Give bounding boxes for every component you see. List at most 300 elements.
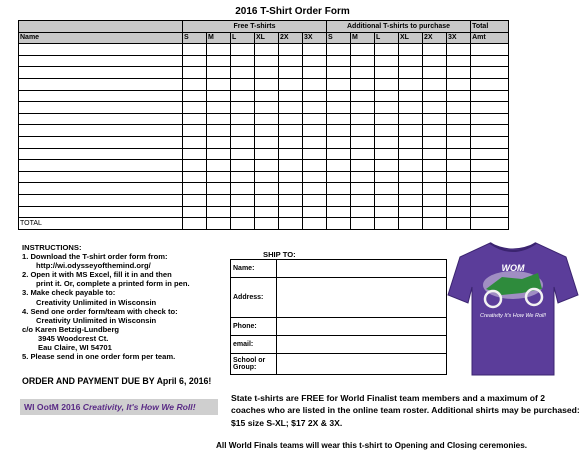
quantity-cell[interactable]	[375, 55, 399, 67]
quantity-cell[interactable]	[255, 113, 279, 125]
quantity-cell[interactable]	[375, 113, 399, 125]
quantity-cell[interactable]	[327, 136, 351, 148]
quantity-cell[interactable]	[423, 125, 447, 137]
name-cell[interactable]	[19, 67, 183, 79]
quantity-cell[interactable]	[327, 67, 351, 79]
quantity-cell[interactable]	[423, 194, 447, 206]
name-cell[interactable]	[19, 113, 183, 125]
quantity-cell[interactable]	[351, 148, 375, 160]
quantity-cell[interactable]	[447, 125, 471, 137]
quantity-cell[interactable]	[279, 55, 303, 67]
additional-size-header-xl: XL	[399, 32, 423, 44]
quantity-cell[interactable]	[351, 125, 375, 137]
quantity-cell[interactable]	[423, 55, 447, 67]
quantity-cell[interactable]	[255, 206, 279, 218]
quantity-cell[interactable]	[399, 90, 423, 102]
amount-cell[interactable]	[471, 125, 509, 137]
quantity-cell[interactable]	[399, 160, 423, 172]
quantity-cell[interactable]	[447, 171, 471, 183]
free-tshirts-header: Free T-shirts	[183, 21, 327, 33]
table-row	[19, 206, 509, 218]
ship-to-row	[231, 354, 447, 375]
additional-size-header-s: S	[327, 32, 351, 44]
quantity-cell[interactable]	[375, 90, 399, 102]
quantity-cell[interactable]	[183, 160, 207, 172]
quantity-cell[interactable]	[447, 78, 471, 90]
quantity-cell[interactable]	[303, 194, 327, 206]
quantity-cell[interactable]	[183, 55, 207, 67]
quantity-cell[interactable]	[303, 90, 327, 102]
quantity-cell[interactable]	[423, 102, 447, 114]
quantity-cell[interactable]	[207, 148, 231, 160]
quantity-cell[interactable]	[279, 136, 303, 148]
quantity-cell[interactable]	[231, 90, 255, 102]
quantity-cell[interactable]	[207, 113, 231, 125]
quantity-cell[interactable]	[351, 206, 375, 218]
quantity-cell[interactable]	[399, 218, 423, 230]
table-row	[19, 136, 509, 148]
quantity-cell[interactable]	[447, 194, 471, 206]
quantity-cell[interactable]	[351, 55, 375, 67]
quantity-cell[interactable]	[303, 183, 327, 195]
quantity-cell[interactable]	[183, 218, 207, 230]
quantity-cell[interactable]	[207, 44, 231, 56]
quantity-cell[interactable]	[327, 78, 351, 90]
due-date-notice: ORDER AND PAYMENT DUE BY April 6, 2016!	[22, 376, 212, 386]
banner-slogan: Creativity, It's How We Roll!	[82, 402, 196, 412]
quantity-cell[interactable]	[399, 125, 423, 137]
amount-cell[interactable]	[471, 160, 509, 172]
table-row	[19, 125, 509, 137]
quantity-cell[interactable]	[231, 218, 255, 230]
name-cell[interactable]	[19, 125, 183, 137]
free-size-header-l: L	[231, 32, 255, 44]
table-row	[19, 90, 509, 102]
quantity-cell[interactable]	[375, 44, 399, 56]
quantity-cell[interactable]	[183, 206, 207, 218]
ship-to-field-input[interactable]	[277, 278, 447, 318]
shirt-print-slogan: Creativity It's How We Roll!	[479, 313, 547, 319]
table-row	[19, 44, 509, 56]
quantity-cell[interactable]	[279, 148, 303, 160]
quantity-cell[interactable]	[303, 171, 327, 183]
name-cell[interactable]	[19, 102, 183, 114]
instruction-line: 3. Make check payable to:	[22, 288, 116, 298]
quantity-cell[interactable]	[231, 102, 255, 114]
ship-to-field-label: Address:	[231, 278, 277, 318]
name-cell[interactable]	[19, 55, 183, 67]
quantity-cell[interactable]	[255, 67, 279, 79]
quantity-cell[interactable]	[447, 102, 471, 114]
quantity-cell[interactable]	[327, 44, 351, 56]
amt-column-header: Amt	[471, 32, 509, 44]
quantity-cell[interactable]	[279, 102, 303, 114]
quantity-cell[interactable]	[423, 160, 447, 172]
quantity-cell[interactable]	[375, 125, 399, 137]
table-row	[19, 78, 509, 90]
quantity-cell[interactable]	[375, 102, 399, 114]
amount-cell[interactable]	[471, 102, 509, 114]
table-row	[19, 148, 509, 160]
blank-header-cell	[19, 21, 183, 33]
table-row	[19, 194, 509, 206]
quantity-cell[interactable]	[255, 171, 279, 183]
quantity-cell[interactable]	[279, 90, 303, 102]
quantity-cell[interactable]	[279, 44, 303, 56]
instructions	[22, 243, 222, 361]
quantity-cell[interactable]	[447, 183, 471, 195]
additional-size-header-3x: 3X	[447, 32, 471, 44]
quantity-cell[interactable]	[399, 44, 423, 56]
quantity-cell[interactable]	[255, 78, 279, 90]
quantity-cell[interactable]	[255, 218, 279, 230]
quantity-cell[interactable]	[207, 218, 231, 230]
header-row-sizes	[19, 32, 509, 44]
quantity-cell[interactable]	[375, 183, 399, 195]
ship-to-row	[231, 318, 447, 336]
quantity-cell[interactable]	[231, 171, 255, 183]
quantity-cell[interactable]	[399, 102, 423, 114]
quantity-cell[interactable]	[423, 67, 447, 79]
quantity-cell[interactable]	[327, 102, 351, 114]
quantity-cell[interactable]	[423, 148, 447, 160]
quantity-cell[interactable]	[399, 113, 423, 125]
quantity-cell[interactable]	[183, 194, 207, 206]
name-cell[interactable]	[19, 78, 183, 90]
instruction-line: 1. Download the T-shirt order form from:	[22, 252, 168, 262]
quantity-cell[interactable]	[255, 194, 279, 206]
quantity-cell[interactable]	[303, 113, 327, 125]
instruction-line: 4. Send one order form/team with check to:	[22, 306, 178, 316]
quantity-cell[interactable]	[279, 171, 303, 183]
table-row	[19, 171, 509, 183]
quantity-cell[interactable]	[447, 206, 471, 218]
quantity-cell[interactable]	[231, 183, 255, 195]
quantity-cell[interactable]	[183, 90, 207, 102]
additional-size-header-l: L	[375, 32, 399, 44]
quantity-cell[interactable]	[279, 194, 303, 206]
quantity-cell[interactable]	[375, 78, 399, 90]
order-table	[18, 20, 509, 230]
amount-cell[interactable]	[471, 55, 509, 67]
free-size-header-2x: 2X	[279, 32, 303, 44]
quantity-cell[interactable]	[375, 136, 399, 148]
ship-to-field-input[interactable]	[277, 336, 447, 354]
quantity-cell[interactable]	[255, 183, 279, 195]
additional-size-header-2x: 2X	[423, 32, 447, 44]
amount-cell[interactable]	[471, 183, 509, 195]
quantity-cell[interactable]	[351, 44, 375, 56]
quantity-cell[interactable]	[303, 148, 327, 160]
additional-tshirts-header: Additional T-shirts to purchase	[327, 21, 471, 33]
amount-cell[interactable]	[471, 44, 509, 56]
quantity-cell[interactable]	[327, 206, 351, 218]
instruction-line: 3945 Woodcrest Ct.	[38, 333, 109, 343]
name-cell[interactable]	[19, 160, 183, 172]
ship-to-table	[230, 259, 447, 375]
quantity-cell[interactable]	[327, 148, 351, 160]
quantity-cell[interactable]	[183, 44, 207, 56]
name-cell[interactable]	[19, 44, 183, 56]
quantity-cell[interactable]	[231, 67, 255, 79]
quantity-cell[interactable]	[207, 67, 231, 79]
quantity-cell[interactable]	[327, 171, 351, 183]
quantity-cell[interactable]	[183, 125, 207, 137]
quantity-cell[interactable]	[351, 113, 375, 125]
quantity-cell[interactable]	[231, 136, 255, 148]
amount-cell[interactable]	[471, 90, 509, 102]
quantity-cell[interactable]	[423, 183, 447, 195]
amount-cell[interactable]	[471, 67, 509, 79]
quantity-cell[interactable]	[375, 160, 399, 172]
name-cell[interactable]	[19, 183, 183, 195]
pricing-note: State t-shirts are FREE for World Finalist team members and a maximum of 2 coaches who are listed in the online team roster. Additional shirts may be purchased: $15 size S-XL; $17 2X & 3X.	[231, 393, 580, 428]
free-size-header-xl: XL	[255, 32, 279, 44]
table-row	[19, 55, 509, 67]
table-row	[19, 160, 509, 172]
quantity-cell[interactable]	[423, 78, 447, 90]
quantity-cell[interactable]	[303, 125, 327, 137]
quantity-cell[interactable]	[327, 55, 351, 67]
quantity-cell[interactable]	[327, 194, 351, 206]
quantity-cell[interactable]	[255, 136, 279, 148]
quantity-cell[interactable]	[279, 67, 303, 79]
amount-cell[interactable]	[471, 78, 509, 90]
ship-to-field-input[interactable]	[277, 260, 447, 278]
quantity-cell[interactable]	[423, 44, 447, 56]
quantity-cell[interactable]	[231, 113, 255, 125]
quantity-cell[interactable]	[279, 78, 303, 90]
quantity-cell[interactable]	[279, 160, 303, 172]
quantity-cell[interactable]	[207, 55, 231, 67]
banner-prefix: WI OotM 2016	[24, 402, 83, 412]
instruction-line: http://wi.odysseyofthemind.org/	[36, 261, 151, 271]
quantity-cell[interactable]	[207, 136, 231, 148]
quantity-cell[interactable]	[183, 113, 207, 125]
quantity-cell[interactable]	[279, 113, 303, 125]
amount-cell[interactable]	[471, 136, 509, 148]
quantity-cell[interactable]	[231, 78, 255, 90]
quantity-cell[interactable]	[207, 194, 231, 206]
tshirt-image	[446, 237, 580, 379]
ship-to-field-label: Name:	[231, 260, 277, 278]
quantity-cell[interactable]	[183, 183, 207, 195]
table-row	[19, 183, 509, 195]
quantity-cell[interactable]	[207, 78, 231, 90]
ship-to-field-label: School or Group:	[231, 354, 277, 375]
quantity-cell[interactable]	[447, 160, 471, 172]
quantity-cell[interactable]	[327, 183, 351, 195]
name-cell[interactable]	[19, 171, 183, 183]
quantity-cell[interactable]	[207, 160, 231, 172]
quantity-cell[interactable]	[351, 218, 375, 230]
quantity-cell[interactable]	[303, 218, 327, 230]
ship-to-field-label: Phone:	[231, 318, 277, 336]
table-row	[19, 67, 509, 79]
quantity-cell[interactable]	[303, 160, 327, 172]
quantity-cell[interactable]	[447, 136, 471, 148]
amount-cell[interactable]	[471, 194, 509, 206]
quantity-cell[interactable]	[447, 44, 471, 56]
quantity-cell[interactable]	[279, 125, 303, 137]
quantity-cell[interactable]	[423, 206, 447, 218]
quantity-cell[interactable]	[447, 148, 471, 160]
quantity-cell[interactable]	[375, 67, 399, 79]
slogan-banner	[20, 399, 218, 415]
quantity-cell[interactable]	[375, 171, 399, 183]
quantity-cell[interactable]	[207, 90, 231, 102]
name-column-header: Name	[19, 32, 183, 44]
quantity-cell[interactable]	[351, 90, 375, 102]
quantity-cell[interactable]	[303, 55, 327, 67]
quantity-cell[interactable]	[375, 194, 399, 206]
amount-cell[interactable]	[471, 148, 509, 160]
quantity-cell[interactable]	[399, 78, 423, 90]
quantity-cell[interactable]	[375, 206, 399, 218]
instruction-line: 5. Please send in one order form per team.	[22, 352, 176, 362]
quantity-cell[interactable]	[255, 44, 279, 56]
quantity-cell[interactable]	[447, 218, 471, 230]
name-cell[interactable]	[19, 148, 183, 160]
quantity-cell[interactable]	[231, 148, 255, 160]
ship-to-field-input[interactable]	[277, 354, 447, 375]
quantity-cell[interactable]	[423, 136, 447, 148]
quantity-cell[interactable]	[447, 55, 471, 67]
quantity-cell[interactable]	[303, 102, 327, 114]
quantity-cell[interactable]	[207, 183, 231, 195]
form-title: 2016 T-Shirt Order Form	[235, 6, 350, 17]
quantity-cell[interactable]	[279, 183, 303, 195]
instruction-line: Eau Claire, WI 54701	[38, 343, 112, 353]
quantity-cell[interactable]	[447, 90, 471, 102]
ship-to-heading: SHIP TO:	[263, 250, 296, 259]
quantity-cell[interactable]	[399, 148, 423, 160]
quantity-cell[interactable]	[231, 206, 255, 218]
ship-to-field-label: email:	[231, 336, 277, 354]
additional-size-header-m: M	[351, 32, 375, 44]
quantity-cell[interactable]	[183, 78, 207, 90]
quantity-cell[interactable]	[327, 160, 351, 172]
quantity-cell[interactable]	[351, 102, 375, 114]
quantity-cell[interactable]	[351, 183, 375, 195]
free-size-header-m: M	[207, 32, 231, 44]
quantity-cell[interactable]	[399, 55, 423, 67]
ship-to-row	[231, 278, 447, 318]
quantity-cell[interactable]	[327, 90, 351, 102]
quantity-cell[interactable]	[303, 78, 327, 90]
quantity-cell[interactable]	[255, 160, 279, 172]
table-row	[19, 113, 509, 125]
total-amt-header: Total	[471, 21, 509, 33]
quantity-cell[interactable]	[351, 78, 375, 90]
table-row	[19, 102, 509, 114]
quantity-cell[interactable]	[255, 148, 279, 160]
quantity-cell[interactable]	[231, 125, 255, 137]
quantity-cell[interactable]	[399, 206, 423, 218]
quantity-cell[interactable]	[351, 171, 375, 183]
quantity-cell[interactable]	[231, 44, 255, 56]
name-cell[interactable]	[19, 90, 183, 102]
ship-to-field-input[interactable]	[277, 318, 447, 336]
header-row-groups	[19, 21, 509, 33]
instruction-line: Creativity Unlimited in Wisconsin	[36, 297, 157, 307]
quantity-cell[interactable]	[231, 194, 255, 206]
ship-to-row	[231, 260, 447, 278]
quantity-cell[interactable]	[183, 148, 207, 160]
amount-cell[interactable]	[471, 171, 509, 183]
quantity-cell[interactable]	[279, 218, 303, 230]
quantity-cell[interactable]	[183, 136, 207, 148]
quantity-cell[interactable]	[399, 171, 423, 183]
quantity-cell[interactable]	[207, 102, 231, 114]
name-cell[interactable]	[19, 136, 183, 148]
quantity-cell[interactable]	[303, 206, 327, 218]
quantity-cell[interactable]	[183, 102, 207, 114]
instruction-line: Creativity Unlimited in Wisconsin	[36, 315, 157, 325]
free-size-header-s: S	[183, 32, 207, 44]
quantity-cell[interactable]	[375, 218, 399, 230]
quantity-cell[interactable]	[207, 125, 231, 137]
quantity-cell[interactable]	[423, 218, 447, 230]
free-size-header-3x: 3X	[303, 32, 327, 44]
shirt-print-wordmark: WOM	[501, 263, 525, 273]
quantity-cell[interactable]	[423, 113, 447, 125]
quantity-cell[interactable]	[303, 67, 327, 79]
quantity-cell[interactable]	[399, 194, 423, 206]
quantity-cell[interactable]	[351, 160, 375, 172]
quantity-cell[interactable]	[279, 206, 303, 218]
quantity-cell[interactable]	[351, 194, 375, 206]
quantity-cell[interactable]	[399, 183, 423, 195]
quantity-cell[interactable]	[447, 113, 471, 125]
ship-to-row	[231, 336, 447, 354]
name-cell[interactable]	[19, 206, 183, 218]
quantity-cell[interactable]	[183, 171, 207, 183]
quantity-cell[interactable]	[303, 44, 327, 56]
quantity-cell[interactable]	[255, 125, 279, 137]
quantity-cell[interactable]	[327, 125, 351, 137]
instructions-heading: INSTRUCTIONS:	[22, 243, 82, 252]
quantity-cell[interactable]	[399, 136, 423, 148]
footer-note: All World Finals teams will wear this t-shirt to Opening and Closing ceremonies.	[216, 441, 528, 450]
quantity-cell[interactable]	[327, 113, 351, 125]
quantity-cell[interactable]	[327, 218, 351, 230]
quantity-cell[interactable]	[207, 171, 231, 183]
name-cell[interactable]	[19, 194, 183, 206]
amount-cell[interactable]	[471, 218, 509, 230]
quantity-cell[interactable]	[351, 67, 375, 79]
quantity-cell[interactable]	[399, 67, 423, 79]
quantity-cell[interactable]	[423, 171, 447, 183]
quantity-cell[interactable]	[183, 67, 207, 79]
instruction-line: print it. Or, complete a printed form in pen.	[36, 279, 190, 289]
quantity-cell[interactable]	[303, 136, 327, 148]
quantity-cell[interactable]	[375, 148, 399, 160]
amount-cell[interactable]	[471, 113, 509, 125]
quantity-cell[interactable]	[207, 206, 231, 218]
quantity-cell[interactable]	[231, 160, 255, 172]
instruction-line: c/o Karen Betzig-Lundberg	[22, 324, 120, 334]
quantity-cell[interactable]	[255, 102, 279, 114]
instruction-line: 2. Open it with MS Excel, fill it in and then	[22, 270, 172, 280]
amount-cell[interactable]	[471, 206, 509, 218]
quantity-cell[interactable]	[447, 67, 471, 79]
quantity-cell[interactable]	[231, 55, 255, 67]
quantity-cell[interactable]	[423, 90, 447, 102]
quantity-cell[interactable]	[255, 90, 279, 102]
quantity-cell[interactable]	[351, 136, 375, 148]
quantity-cell[interactable]	[255, 55, 279, 67]
